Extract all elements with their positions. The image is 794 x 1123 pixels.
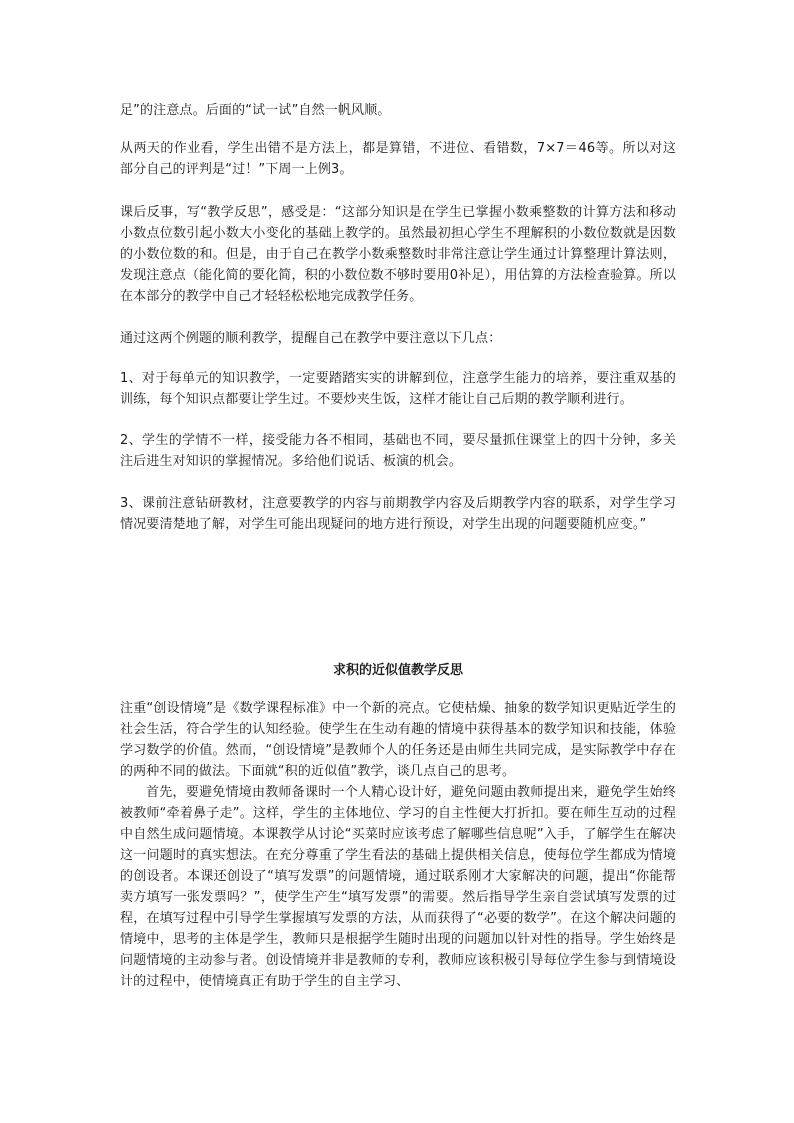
list-item-point-2: 2、学生的学情不一样，接受能力各不相同，基础也不同，要尽量抓住课堂上的四十分钟，多关注后进生对知识的掌握情况。多给他们说话、板演的机会。 [120,433,676,469]
list-item-point-1: 1、对于每单元的知识教学，一定要踏踏实实的讲解到位，注意学生能力的培养，要注重双基的训练，每个知识点都要让学生过。不要炒夹生饭，这样才能让自己后期的教学顺利进行。 [120,371,676,407]
paragraph-section-intro: 注重“创设情境”是《数学课程标准》中一个新的亮点。它使枯燥、抽象的数学知识更贴近学生的社会生活，符合学生的认知经验。使学生在生动有趣的情境中获得基本的数学知识和技能，体验学习数学的价值。然而，“创设情境”是教师个人的任务还是由师生共同完成，是实际教学中存在的两种不同的做法。下面就“积的近似值”教学，谈几点自己的思考。 [120,701,676,779]
list-item-point-3: 3、课前注意钻研教材，注意要教学的内容与前期教学内容及后期教学内容的联系，对学生学习情况要清楚地了解，对学生可能出现疑问的地方进行预设，对学生出现的问题要随机应变。” [120,496,676,532]
section-title: 求积的近似值教学反思 [332,663,463,678]
paragraph-points-intro: 通过这两个例题的顺利教学，提醒自己在教学中要注意以下几点： [120,331,502,346]
paragraph-section-body: 首先，要避免情境由教师备课时一个人精心设计好，避免问题由教师提出来，避免学生始终被教师“牵着鼻子走”。这样，学生的主体地位、学习的自主性便大打折扣。要在师生互动的过程中自然生成问题情境。本课教学从讨论“买菜时应该考虑了解哪些信息呢”入手，了解学生在解决这一问题时的真实想法。在充分尊重了学生看法的基础上提供相关信息，使每位学生都成为情境的创设者。本课还创设了“填写发票”的问题情境，通过联系刚才大家解决的问题，提出“你能帮卖方填写一张发票吗？”，使学生产生“填写发票”的需要。然后指导学生亲自尝试填写发票的过程，在填写过程中引导学生掌握填写发票的方法，从而获得了“必要的数学”。在这个解决问题的情境中，思考的主体是学生，教师只是根据学生随时出现的问题加以针对性的指导。学生始终是问题情境的主动参与者。创设情境并非是教师的专利，教师应该积极引导每位学生参与到情境设计的过程中，使情境真正有助于学生的自主学习、 [120,785,676,989]
paragraph-homework-analysis: 从两天的作业看，学生出错不是方法上，都是算错，不进位、看错数，7×7＝46等。所以对这部分自己的评判是“过！”下周一上例3。 [120,141,676,177]
paragraph-continuation: 足”的注意点。后面的“试一试”自然一帆风顺。 [120,103,391,118]
paragraph-teaching-reflection: 课后反事，写“教学反思”，感受是：“这部分知识是在学生已掌握小数乘整数的计算方法和移动小数点位数引起小数大小变化的基础上教学的。虽然最初担心学生不理解积的小数位数就是因数的小数位数的和。但是，由于自己在教学小数乘整数时非常注意让学生通过计算整理计算法则，发现注意点（能化简的要化简，积的小数位数不够时要用0补足），用估算的方法检查验算。所以在本部分的教学中自己才轻轻松松地完成教学任务。 [120,205,676,304]
